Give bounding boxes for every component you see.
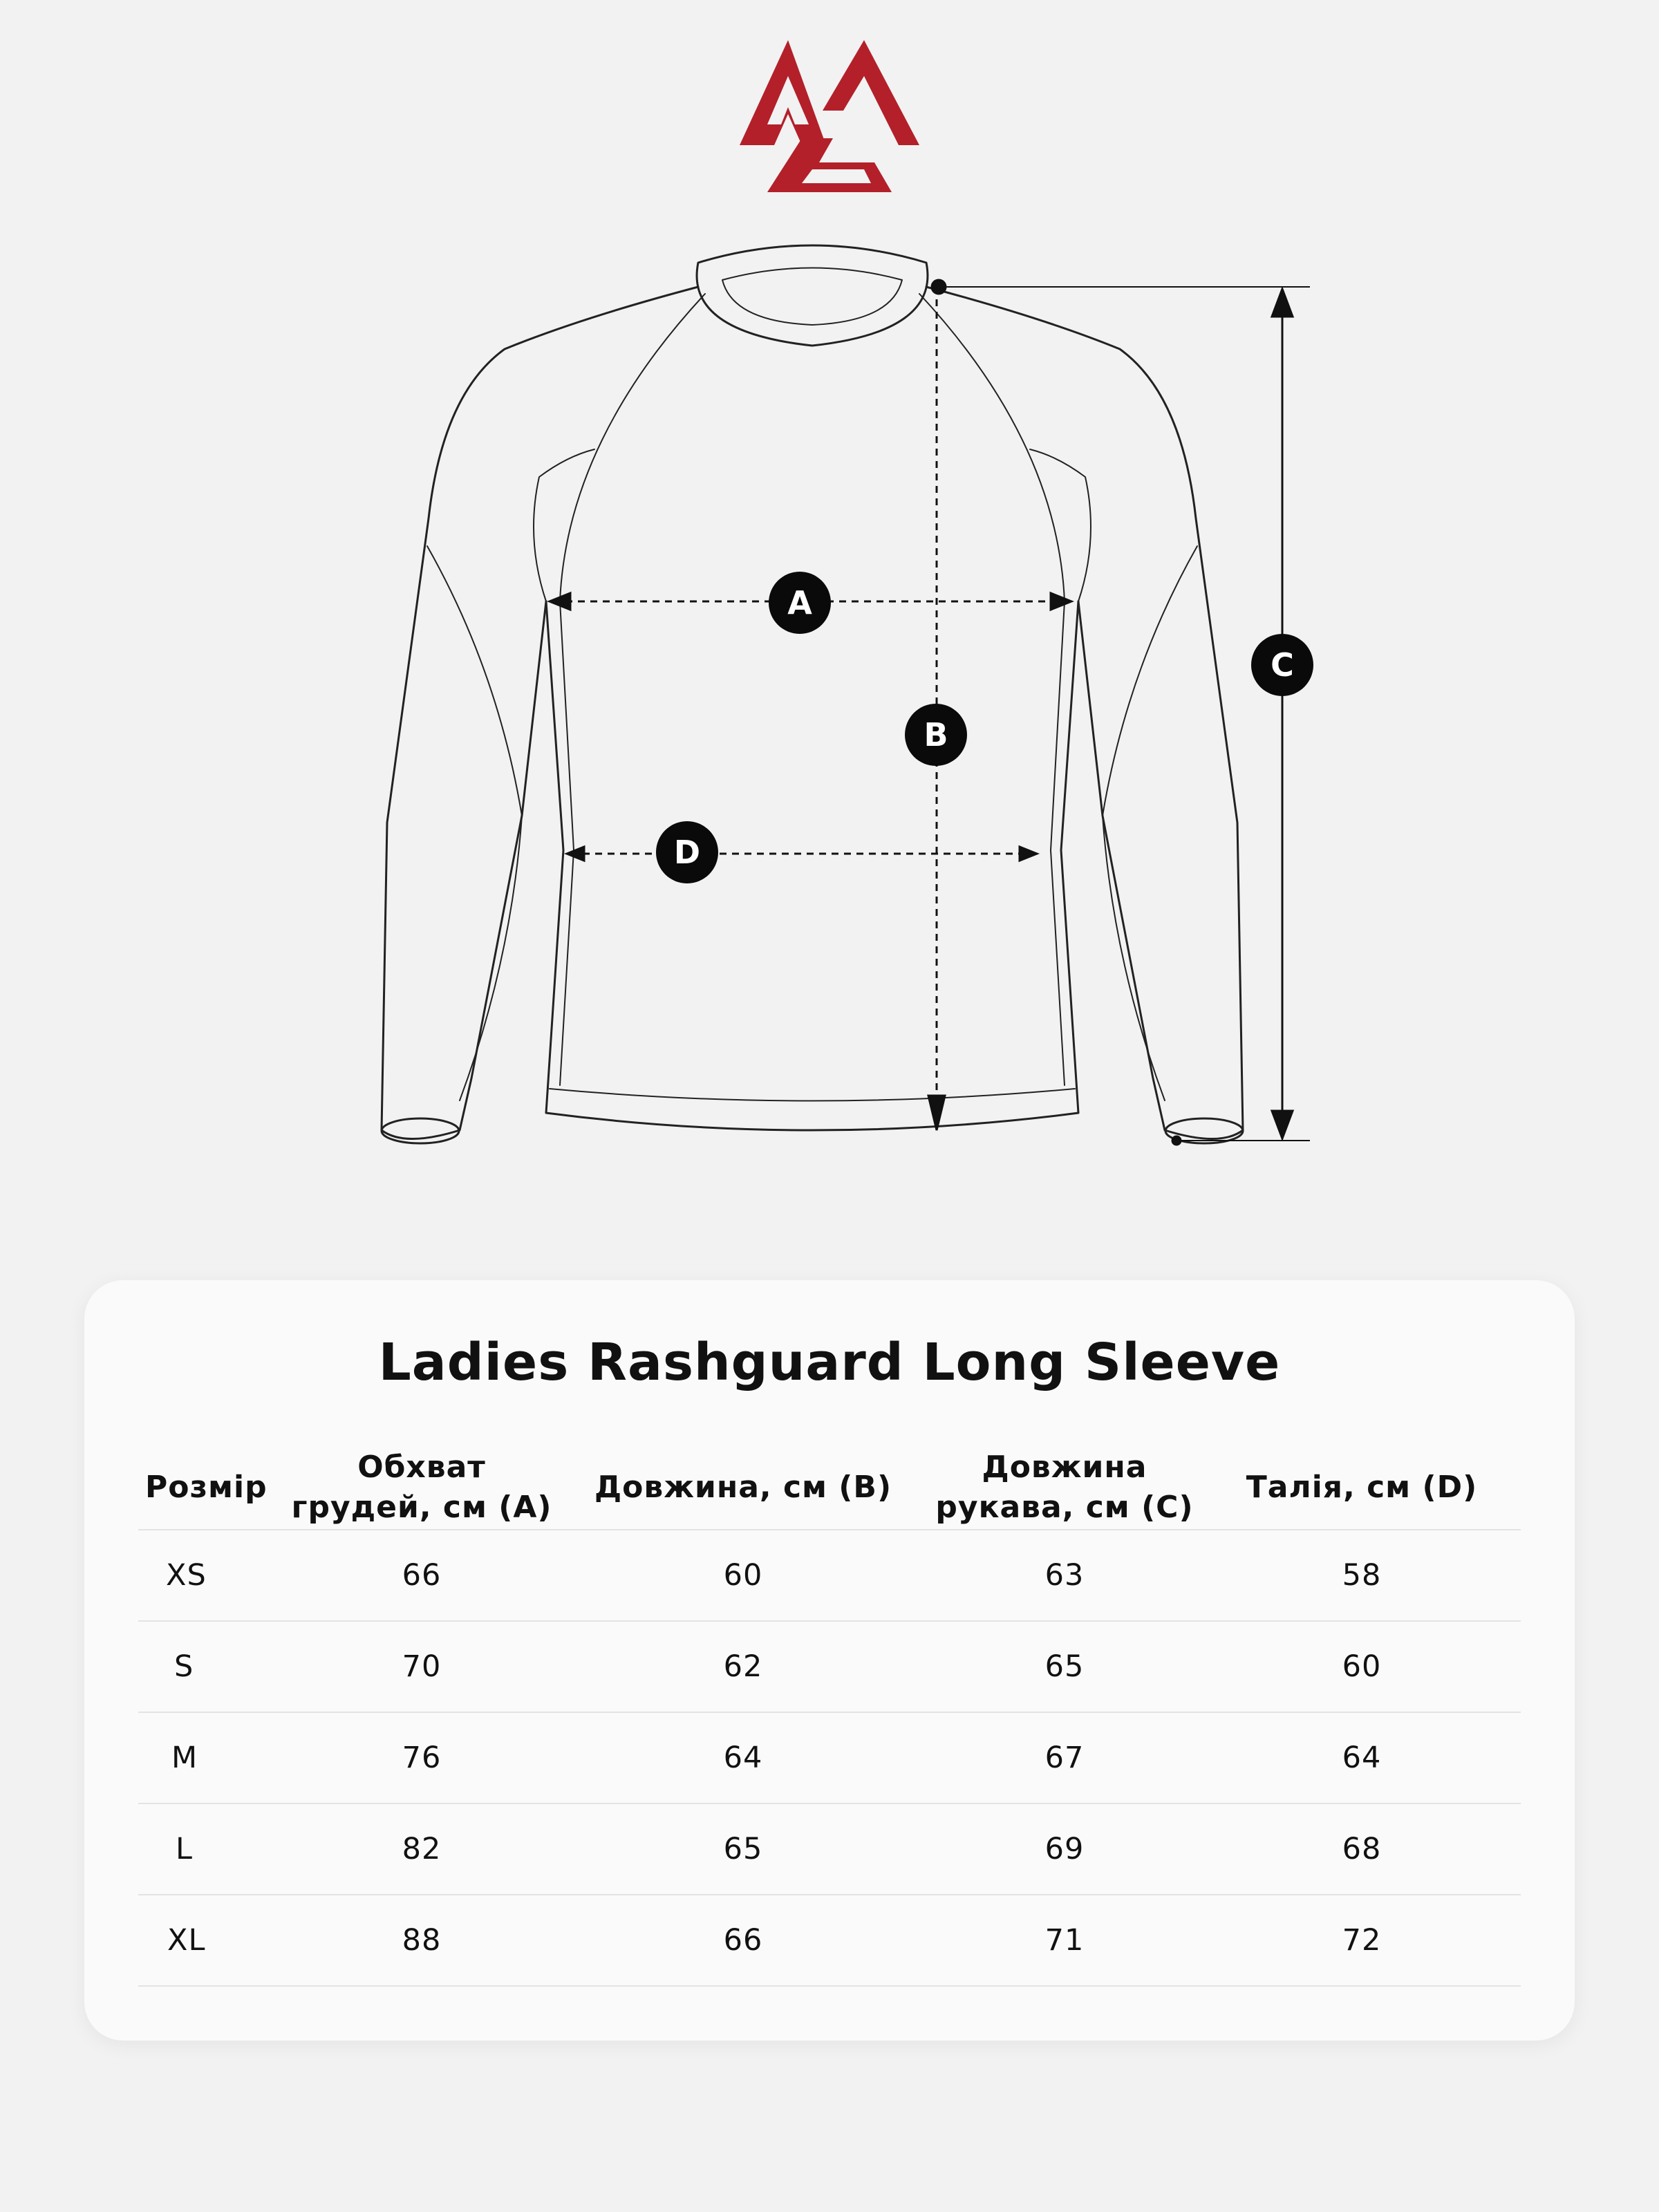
cell-chest: 66 [283, 1530, 560, 1621]
cell-chest: 82 [283, 1803, 560, 1895]
header-waist: Талія, см (D) [1203, 1446, 1521, 1530]
table-row [138, 1803, 1521, 1895]
collar-inner [722, 268, 902, 326]
cell-sleeve: 71 [926, 1895, 1203, 1986]
svg-text:A: A [787, 584, 812, 621]
size-chart-title: Ladies Rashguard Long Sleeve [378, 1333, 1281, 1392]
right-sleeve-inner [1103, 546, 1197, 1100]
cell-sleeve: 69 [926, 1803, 1203, 1895]
cell-chest: 76 [283, 1712, 560, 1803]
marker-b [905, 704, 967, 766]
header-sleeve-line1: Довжина [982, 1450, 1147, 1485]
cell-waist: 58 [1203, 1530, 1521, 1621]
cell-size: XL [138, 1895, 283, 1986]
cell-size: XS [138, 1530, 283, 1621]
header-chest [283, 1446, 560, 1530]
header-size: Розмір [138, 1446, 283, 1530]
cell-waist: 60 [1203, 1621, 1521, 1712]
cell-waist: 64 [1203, 1712, 1521, 1803]
cell-waist: 72 [1203, 1895, 1521, 1986]
collar-outline [697, 245, 928, 346]
left-sleeve-inner [427, 546, 522, 1100]
marker-d [656, 821, 718, 883]
triangle-knot-logo-icon [736, 35, 923, 194]
size-table [138, 1446, 1521, 1987]
cell-length: 66 [560, 1895, 926, 1986]
cell-sleeve: 65 [926, 1621, 1203, 1712]
left-sleeve-outline [382, 287, 701, 1139]
cell-waist: 68 [1203, 1803, 1521, 1895]
cell-length: 64 [560, 1712, 926, 1803]
table-row [138, 1712, 1521, 1803]
table-header-row [138, 1446, 1521, 1530]
cell-length: 65 [560, 1803, 926, 1895]
svg-text:D: D [673, 834, 701, 871]
cell-chest: 70 [283, 1621, 560, 1712]
header-chest-line1: Обхват [357, 1450, 486, 1485]
cell-size: L [138, 1803, 283, 1895]
svg-text:B: B [924, 716, 948, 753]
cell-size: S [138, 1621, 283, 1712]
cell-chest: 88 [283, 1895, 560, 1986]
table-row [138, 1895, 1521, 1986]
rashguard-diagram [207, 228, 1486, 1224]
cell-length: 60 [560, 1530, 926, 1621]
table-row [138, 1621, 1521, 1712]
marker-a [769, 572, 831, 634]
cell-sleeve: 63 [926, 1530, 1203, 1621]
size-chart-card [84, 1280, 1575, 2041]
cell-sleeve: 67 [926, 1712, 1203, 1803]
header-sleeve [926, 1446, 1203, 1530]
header-chest-line2: грудей, см (A) [291, 1490, 552, 1525]
svg-text:C: C [1271, 646, 1294, 684]
header-sleeve-line2: рукава, см (C) [935, 1490, 1194, 1525]
table-row [138, 1530, 1521, 1621]
marker-c [1251, 634, 1313, 696]
header-length: Довжина, см (B) [560, 1446, 926, 1530]
cell-size: M [138, 1712, 283, 1803]
right-sleeve-outline [926, 287, 1243, 1139]
cell-length: 62 [560, 1621, 926, 1712]
